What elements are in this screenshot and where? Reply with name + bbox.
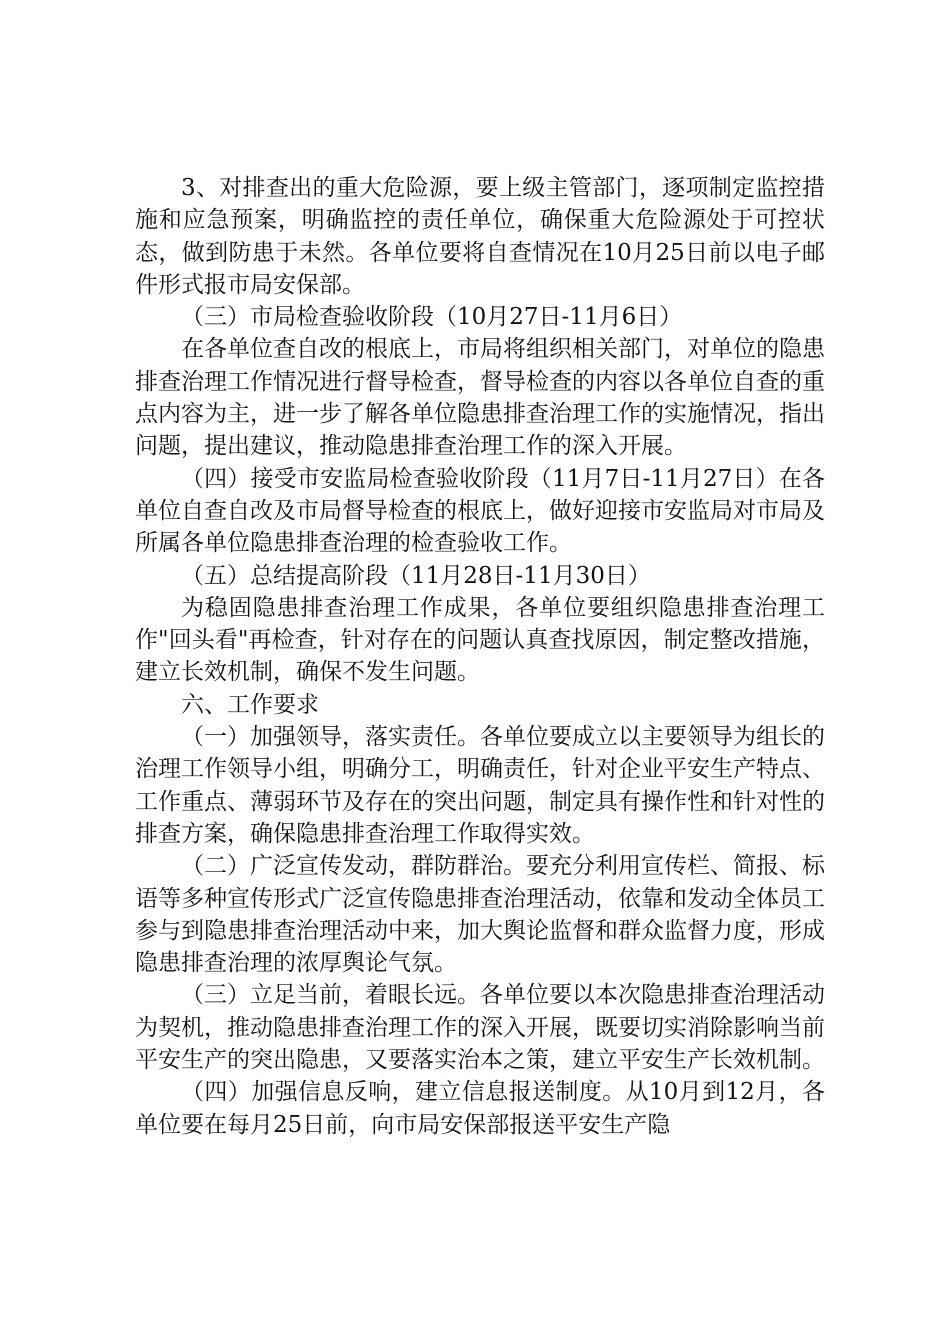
heading-work-requirements: 六、工作要求 [181,691,319,718]
paragraph-information-reporting: （四）加强信息反响，建立信息报送制度。从10月到12月，各单位要在每月25日前，向市局安保部报送平安生产隐 [135,1079,825,1138]
paragraph-long-term-mechanism: （三）立足当前，着眼长远。各单位要以本次隐患排查治理活动为契机，推动隐患排查治理工作的深入开展，既要切实消除影响当前平安生产的突出隐患，又要落实治本之策，建立平安生产长效机制。 [135,982,825,1074]
heading-summary-stage: （五）总结提高阶段（11月28日-11月30日） [181,562,651,589]
paragraph-city-bureau-inspection: 在各单位查自改的根底上，市局将组织相关部门，对单位的隐患排查治理工作情况进行督导检查，督导检查的内容以各单位自查的重点内容为主，进一步了解各单位隐患排查治理工作的实施情况，指出问题，提出建议，推动隐患排查治理工作的深入开展。 [135,336,825,460]
paragraph-publicity-mobilization: （二）广泛宣传发动，群防群治。要充分利用宣传栏、简报、标语等多种宣传形式广泛宣传隐患排查治理活动，依靠和发动全体员工参与到隐患排查治理活动中来，加大舆论监督和群众监督力度，形成隐患排查治理的浓厚舆论气氛。 [135,853,825,977]
paragraph-safety-bureau-acceptance-stage: （四）接受市安监局检查验收阶段（11月7日-11月27日）在各单位自查自改及市局督导检查的根底上，做好迎接市安监局对市局及所属各单位隐患排查治理的检查验收工作。 [135,465,825,557]
heading-city-bureau-inspection-stage: （三）市局检查验收阶段（10月27日-11月6日） [181,304,683,331]
paragraph-leadership-responsibility: （一）加强领导，落实责任。各单位要成立以主要领导为组长的治理工作领导小组，明确分工，明确责任，针对企业平安生产特点、工作重点、薄弱环节及存在的突出问题，制定具有操作性和针对性的排查方案，确保隐患排查治理工作取得实效。 [135,724,825,847]
document-body [135,172,825,1141]
paragraph-summary-stage: 为稳固隐患排查治理工作成果，各单位要组织隐患排查治理工作"回头看"再检查，针对存在的问题认真查找原因，制定整改措施，建立长效机制，确保不发生问题。 [135,594,825,686]
paragraph-hazard-source-control: 3、对排查出的重大危险源，要上级主管部门，逐项制定监控措施和应急预案，明确监控的责任单位，确保重大危险源处于可控状态，做到防患于未然。各单位要将自查情况在10月25日前以电子邮件形式报市局安保部。 [135,175,825,298]
